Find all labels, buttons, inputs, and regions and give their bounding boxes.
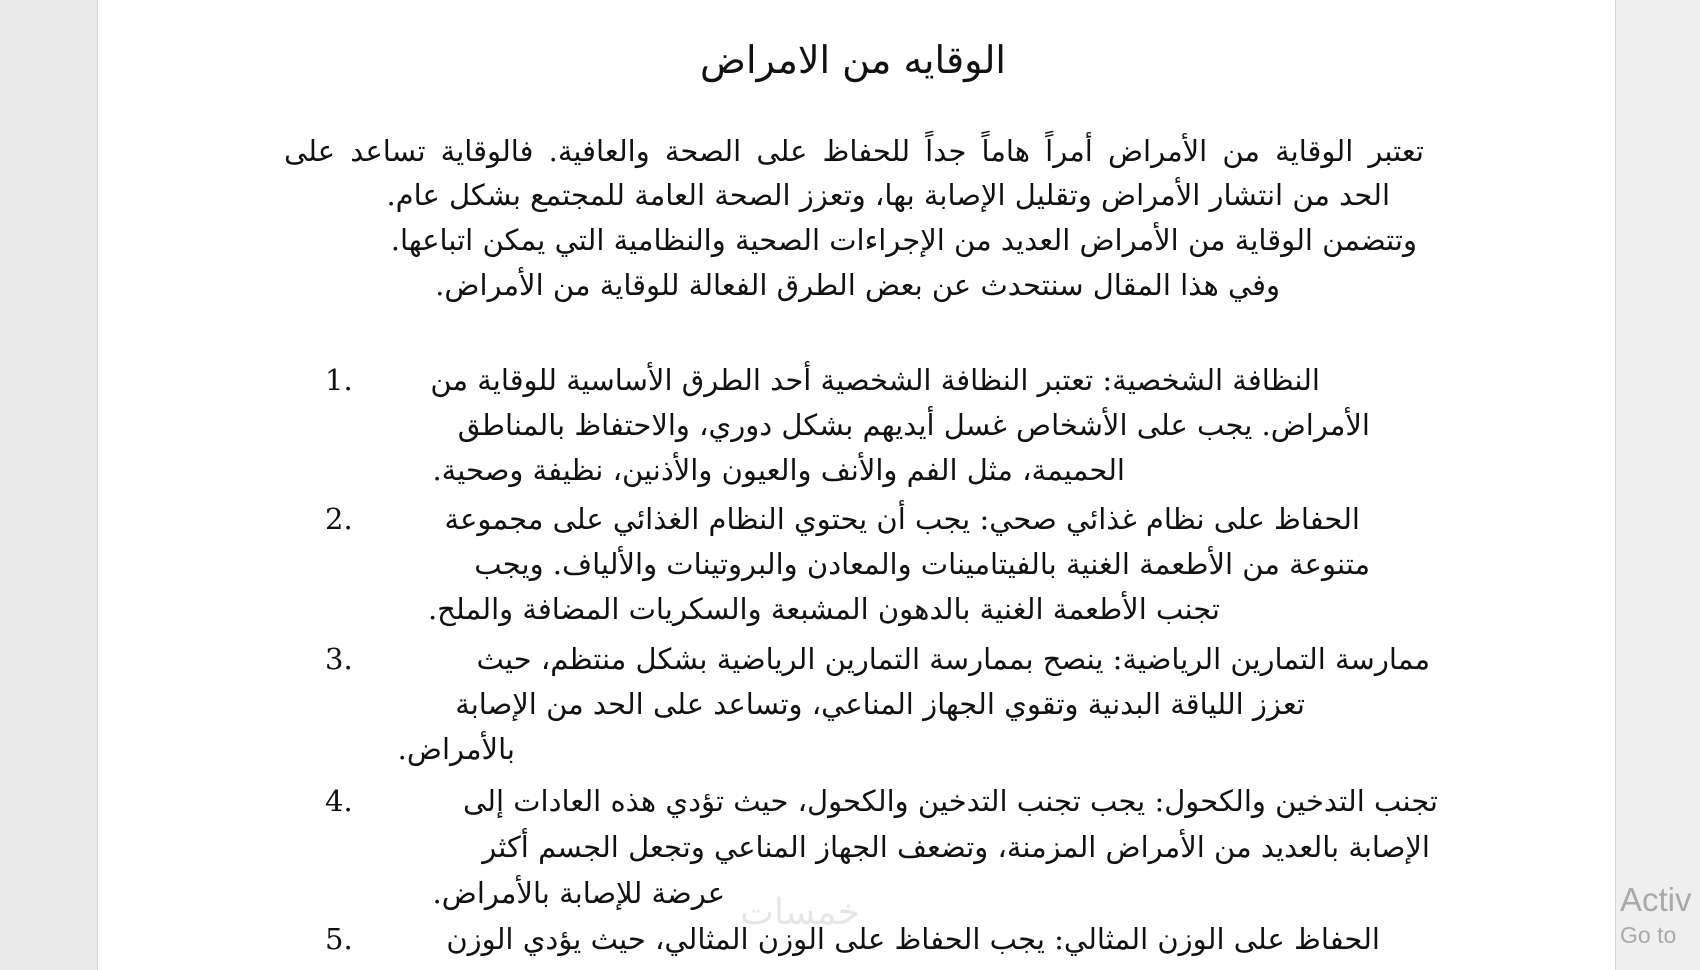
intro-line: الحد من انتشار الأمراض وتقليل الإصابة بها، وتعزز الصحة العامة للمجتمع بشكل عام. [386,178,1390,212]
list-number: 5. [325,922,353,956]
list-number: 2. [325,502,353,536]
list-item-line: الإصابة بالعديد من الأمراض المزمنة، وتضعف الجهاز المناعي وتجعل الجسم أكثر [482,830,1430,864]
windows-activation-notice [1620,880,1692,950]
intro-line: وفي هذا المقال سنتحدث عن بعض الطرق الفعالة للوقاية من الأمراض. [435,268,1280,302]
activation-line-2: Go to [1620,922,1677,948]
right-margin-area [1616,0,1700,970]
intro-line: تعتبر الوقاية من الأمراض أمراً هاماً جداً للحفاظ على الصحة والعافية. فالوقاية تساعد على [284,134,1424,168]
list-item-line: عرضة للإصابة بالأمراض. [432,876,725,910]
list-item-line: تجنب التدخين والكحول: يجب تجنب التدخين والكحول، حيث تؤدي هذه العادات إلى [462,784,1438,818]
list-item-line: الحفاظ على الوزن المثالي: يجب الحفاظ على الوزن المثالي، حيث يؤدي الوزن [446,922,1380,956]
list-item-line: الأمراض. يجب على الأشخاص غسل أيديهم بشكل دوري، والاحتفاظ بالمناطق [457,408,1370,442]
watermark: خمسات [740,892,861,933]
list-item-line: النظافة الشخصية: تعتبر النظافة الشخصية أحد الطرق الأساسية للوقاية من [430,363,1320,397]
document-title: الوقايه من الامراض [700,38,1006,82]
list-item-line: متنوعة من الأطعمة الغنية بالفيتامينات والمعادن والبروتينات والألياف. ويجب [474,547,1370,581]
list-item-line: الحميمة، مثل الفم والأنف والعيون والأذنين، نظيفة وصحية. [432,453,1125,487]
activation-line-1: Activ [1620,881,1692,918]
list-item-line: الحفاظ على نظام غذائي صحي: يجب أن يحتوي النظام الغذائي على مجموعة [444,502,1360,536]
list-item-line: بالأمراض. [397,732,515,766]
intro-line: وتتضمن الوقاية من الأمراض العديد من الإجراءات الصحية والنظامية التي يمكن اتباعها. [390,223,1417,257]
list-number: 3. [325,642,353,676]
list-number: 4. [325,784,353,818]
list-item-line: تعزز اللياقة البدنية وتقوي الجهاز المناعي، وتساعد على الحد من الإصابة [455,687,1305,721]
list-number: 1. [325,363,353,397]
list-item-line: ممارسة التمارين الرياضية: ينصح بممارسة التمارين الرياضية بشكل منتظم، حيث [476,642,1430,676]
list-item-line: تجنب الأطعمة الغنية بالدهون المشبعة والسكريات المضافة والملح. [427,592,1220,626]
